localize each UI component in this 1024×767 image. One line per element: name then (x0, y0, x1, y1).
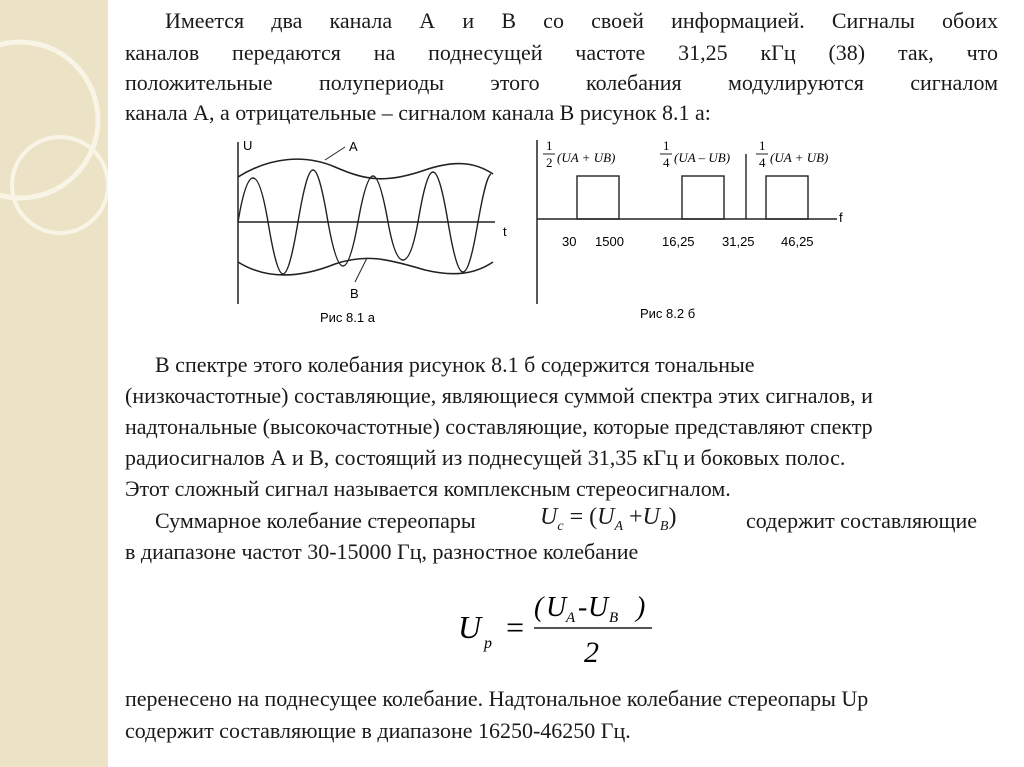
block2-coef-num: 1 (663, 138, 670, 153)
tick-label: 46,25 (781, 234, 814, 249)
diff-formula-denominator: 2 (584, 636, 599, 669)
curve-b-label: B (350, 286, 359, 301)
sum-formula-b-sub: B (659, 518, 669, 534)
curve-a-label: A (349, 139, 358, 154)
sum-formula-lhs-sub: c (557, 518, 564, 534)
diff-formula-lhs: U (458, 609, 482, 645)
spectrum-block-3 (766, 176, 808, 219)
diff-formula-b-sub: B (609, 610, 619, 626)
tick-label: 30 (562, 234, 577, 249)
diff-formula-lhs-sub: p (484, 635, 492, 652)
diff-formula-a: U (546, 592, 567, 623)
block1-coef-den: 2 (546, 155, 553, 170)
block1-coef-num: 1 (546, 138, 553, 153)
figure-a (238, 138, 507, 325)
diff-formula-b: U (588, 592, 609, 623)
paragraph-1-line-4: канала А, а отрицательные – сигналом канала В рисунок 8.1 а: (125, 100, 711, 125)
figure-a-y-axis-label: U (243, 138, 253, 153)
paragraph-3-line-1-start: Суммарное колебание стереопары (155, 508, 476, 533)
diff-formula-num-close: ) (636, 592, 646, 623)
tick-label: 1500 (595, 234, 624, 249)
spectrum-block-1 (577, 176, 619, 219)
paragraph-2-line-4: радиосигналов А и В, состоящий из поднесущей 31,35 кГц и боковых полос. (125, 445, 846, 470)
figure-b-x-axis-label: f (839, 210, 843, 225)
block3-coef-num: 1 (759, 138, 766, 153)
paragraph-2-line-5: Этот сложный сигнал называется комплексным стереосигналом. (125, 476, 731, 501)
block2-coef-den: 4 (663, 155, 670, 170)
tick-label: 16,25 (662, 234, 695, 249)
sum-formula (540, 504, 676, 535)
figure-b (537, 138, 843, 321)
paragraph-3-line-1-end: содержит составляющие (746, 508, 978, 533)
sum-formula-a-sub: A (614, 518, 623, 534)
figure-a-x-axis-label: t (503, 224, 507, 239)
paragraph-2-line-2: (низкочастотные) составляющие, являющиеся суммой спектра этих сигналов, и (125, 383, 873, 408)
spectrum-block-2 (682, 176, 724, 219)
decorative-sidebar (0, 0, 108, 767)
diff-formula-a-sub: A (566, 610, 576, 626)
sum-formula-close: ) (668, 504, 677, 530)
block3-coef-den: 4 (759, 155, 766, 170)
block3-expression: (UA + UB) (770, 150, 829, 165)
paragraph-1-line-2: каналов передаются на поднесущей частоте 31,25 кГц (38) так, что (125, 40, 998, 65)
sum-formula-lhs: U (540, 504, 558, 530)
paragraph-2-line-1: В спектре этого колебания рисунок 8.1 б содержится тональные (155, 352, 755, 377)
figure-b-caption: Рис 8.2 б (640, 306, 696, 321)
diff-formula-num-open: ( (534, 592, 544, 623)
sidebar-rings-icon (0, 0, 108, 767)
paragraph-1-line-3: положительные полупериоды этого колебания модулируются сигналом (125, 70, 998, 95)
paragraph-3-line-2: в диапазоне частот 30-15000 Гц, разностное колебание (125, 539, 639, 564)
sum-formula-b: U (642, 504, 660, 530)
sum-formula-eq: = ( (569, 504, 598, 530)
paragraph-1-line-1: Имеется два канала А и В со своей информацией. Сигналы обоих (165, 8, 998, 33)
envelope-a-curve (238, 159, 493, 179)
block1-expression: (UA + UB) (557, 150, 616, 165)
difference-formula (456, 590, 666, 670)
paragraph-2-line-3: надтональные (высокочастотные) составляющие, которые представляют спектр (125, 414, 873, 439)
paragraph-4-line-1: перенесено на поднесущее колебание. Надтональное колебание стереопары Up (125, 686, 869, 711)
block2-expression: (UA – UB) (674, 150, 731, 165)
modulation-figure (225, 132, 855, 332)
diff-formula-minus: - (578, 592, 588, 623)
diff-formula-eq: = (504, 609, 526, 645)
figure-a-caption: Рис 8.1 а (320, 310, 375, 325)
paragraph-4-line-2: содержит составляющие в диапазоне 16250-46250 Гц. (125, 718, 631, 743)
sum-formula-a: U (597, 504, 615, 530)
sum-formula-plus: + (629, 504, 643, 530)
tick-label: 31,25 (722, 234, 755, 249)
